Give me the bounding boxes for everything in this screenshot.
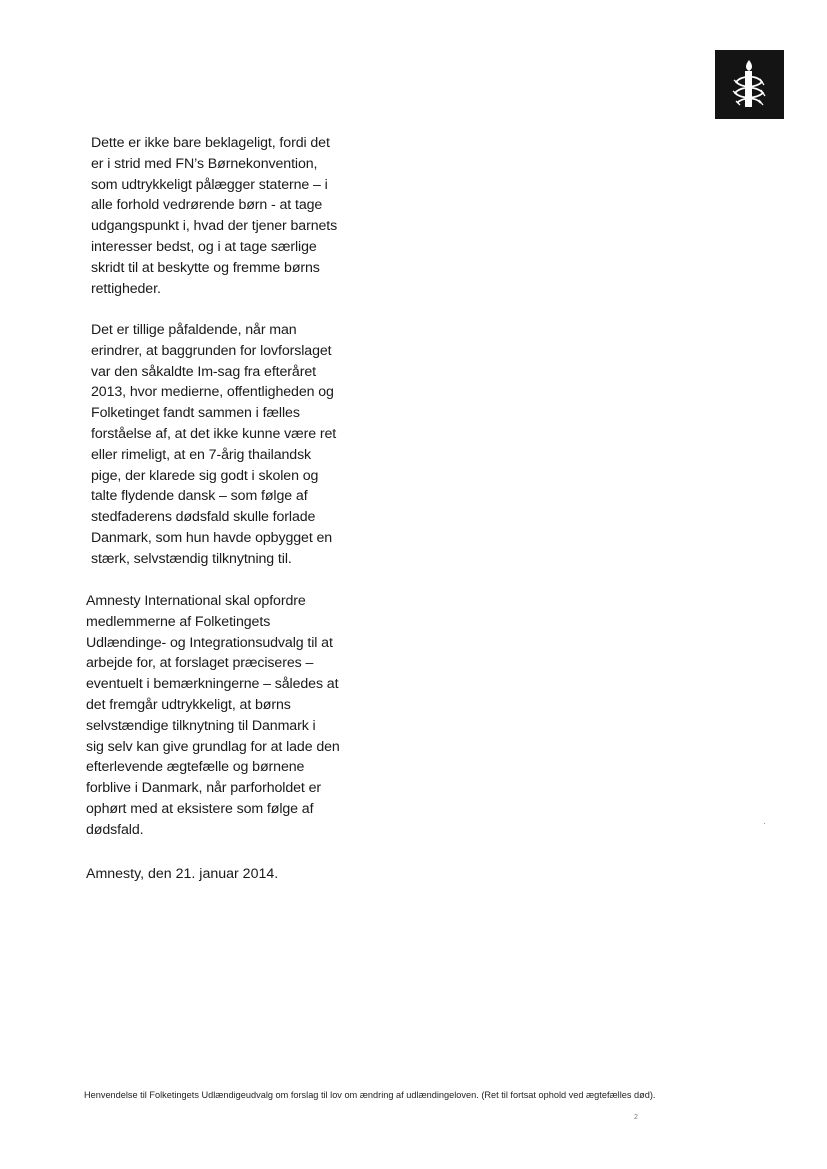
text-line: er i strid med FN’s Børnekonvention, bbox=[91, 155, 318, 172]
paragraph-recommendation bbox=[86, 591, 361, 841]
text-line: som udtrykkeligt pålægger staterne – i bbox=[91, 176, 328, 193]
text-line: skridt til at beskytte og fremme børns bbox=[91, 259, 320, 276]
text-line: selvstændige tilknytning til Danmark i bbox=[86, 717, 316, 734]
text-line: Dette er ikke bare beklageligt, fordi det bbox=[91, 135, 330, 151]
text-line: alle forhold vedrørende børn - at tage bbox=[91, 197, 323, 214]
text-line: dødsfald. bbox=[86, 821, 144, 838]
text-line: ophørt med at eksistere som følge af bbox=[86, 800, 314, 817]
text-line: eventuelt i bemærkningerne – således at bbox=[86, 676, 339, 693]
text-line: medlemmerne af Folketingets bbox=[86, 613, 271, 630]
text-line: forblive i Danmark, når parforholdet er bbox=[86, 780, 322, 797]
text-line: eller rimeligt, at en 7-årig thailandsk bbox=[91, 446, 312, 463]
text-line: det fremgår udtrykkeligt, at børns bbox=[86, 696, 291, 713]
text-line: var den såkaldte Im-sag fra efteråret bbox=[91, 363, 316, 380]
text-line: stedfaderens dødsfald skulle forlade bbox=[91, 509, 316, 526]
text-line: talte flydende dansk – som følge af bbox=[91, 488, 308, 505]
text-line: Folketinget fandt sammen i fælles bbox=[91, 405, 300, 422]
text-line: stærk, selvstændig tilknytning til. bbox=[91, 550, 292, 567]
paragraph-im-case bbox=[91, 320, 361, 570]
sign-off-date: Amnesty, den 21. januar 2014. bbox=[86, 866, 279, 882]
text-line: arbejde for, at forslaget præciseres – bbox=[86, 655, 314, 672]
text-line: Det er tillige påfaldende, når man bbox=[91, 322, 297, 338]
text-line: erindrer, at baggrunden for lovforslaget bbox=[91, 342, 332, 359]
text-line: interesser bedst, og i at tage særlige bbox=[91, 238, 317, 255]
text-line: Danmark, som hun havde opbygget en bbox=[91, 529, 333, 546]
candle-icon bbox=[715, 50, 784, 119]
text-line: pige, der klarede sig godt i skolen og bbox=[91, 467, 319, 484]
text-line: 2013, hvor medierne, offentligheden og bbox=[91, 384, 334, 401]
text-line: forståelse af, at det ikke kunne være ret bbox=[91, 425, 337, 442]
text-line: Udlændinge- og Integrationsudvalg til at bbox=[86, 634, 333, 651]
text-line: udgangspunkt i, hvad der tjener barnets bbox=[91, 218, 338, 235]
text-line: efterlevende ægtefælle og børnene bbox=[86, 759, 305, 776]
amnesty-candle-logo bbox=[715, 50, 784, 119]
text-line: sig selv kan give grundlag for at lade den bbox=[86, 738, 340, 755]
text-line: Amnesty International skal opfordre bbox=[86, 593, 306, 609]
paragraph-childrens-convention bbox=[91, 133, 361, 299]
page-number: 2 bbox=[634, 1114, 638, 1121]
text-line: rettigheder. bbox=[91, 280, 161, 297]
footer-note: Henvendelse til Folketingets Udlændigeudvalg om forslag til lov om ændring af udlændingeloven. (Ret til fortsat ophold ved ægtefælles død). bbox=[84, 1090, 656, 1100]
scan-artifact bbox=[764, 823, 765, 824]
